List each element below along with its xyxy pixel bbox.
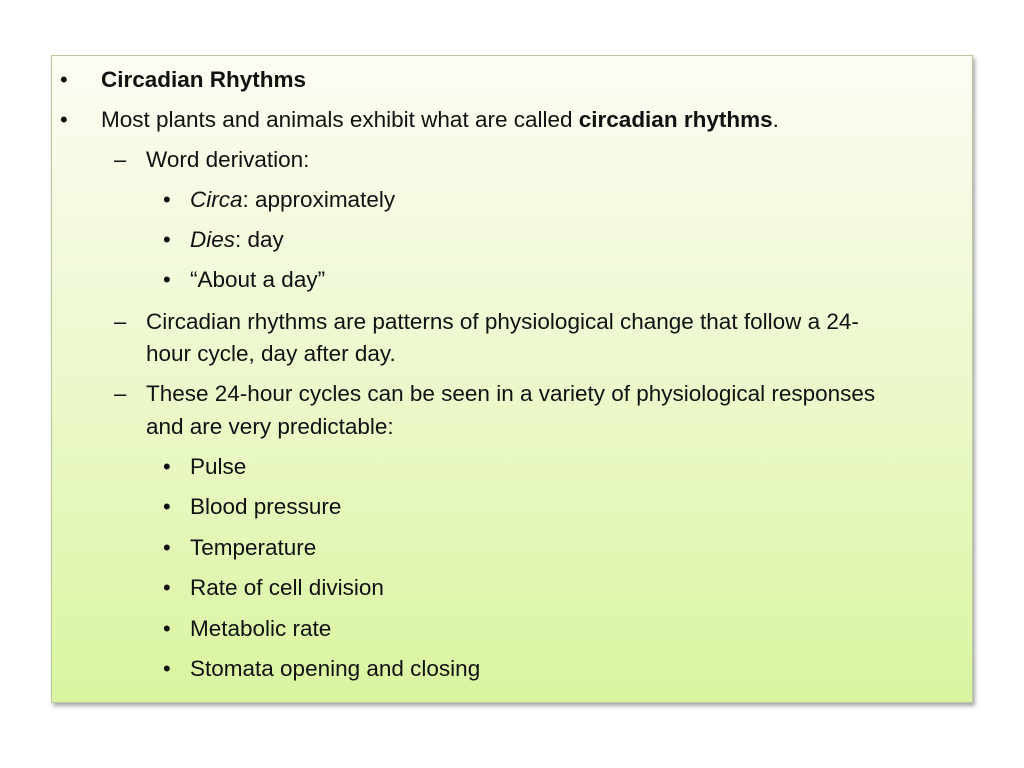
list-item-word-derivation: Word derivation: xyxy=(146,147,310,172)
text-segment: Most plants and animals exhibit what are called xyxy=(101,107,579,132)
list-item-about-a-day: “About a day” xyxy=(190,267,326,292)
list-item-cycles-line1: These 24-hour cycles can be seen in a variety of physiological responses xyxy=(146,381,876,406)
list-item-patterns-line2: hour cycle, day after day. xyxy=(146,341,396,366)
bullet-marker: • xyxy=(60,107,68,132)
italic-term: Dies xyxy=(190,227,236,252)
dash-marker: – xyxy=(114,309,127,334)
list-item-metabolic-rate: Metabolic rate xyxy=(190,616,332,641)
dash-marker: – xyxy=(114,381,127,406)
bullet-marker: • xyxy=(163,454,171,479)
bullet-marker: • xyxy=(163,616,171,641)
text-segment: . xyxy=(772,107,779,132)
bold-term: circadian rhythms xyxy=(578,107,773,132)
list-item-stomata: Stomata opening and closing xyxy=(190,656,481,681)
list-item-cycles-line2: and are very predictable: xyxy=(146,414,394,439)
bullet-marker: • xyxy=(163,575,171,600)
list-item-circa xyxy=(190,184,395,216)
list-item-blood-pressure: Blood pressure xyxy=(190,494,342,519)
bullet-marker: • xyxy=(163,494,171,519)
list-item-pulse: Pulse xyxy=(190,454,247,479)
list-item-cell-division: Rate of cell division xyxy=(190,575,384,600)
bullet-marker: • xyxy=(60,67,68,92)
list-item-patterns-line1: Circadian rhythms are patterns of physiological change that follow a 24- xyxy=(146,309,859,334)
bullet-marker: • xyxy=(163,227,171,252)
bullet-marker: • xyxy=(163,187,171,212)
heading-circadian-rhythms: Circadian Rhythms xyxy=(101,67,307,92)
content-box xyxy=(51,55,973,703)
list-item-dies xyxy=(190,224,284,256)
bullet-marker: • xyxy=(163,535,171,560)
definition-text: : day xyxy=(235,227,284,252)
italic-term: Circa xyxy=(190,187,243,212)
list-item-most-plants xyxy=(101,104,779,136)
bullet-marker: • xyxy=(163,267,171,292)
dash-marker: – xyxy=(114,147,127,172)
list-item-temperature: Temperature xyxy=(190,535,317,560)
definition-text: : approximately xyxy=(242,187,396,212)
bullet-marker: • xyxy=(163,656,171,681)
